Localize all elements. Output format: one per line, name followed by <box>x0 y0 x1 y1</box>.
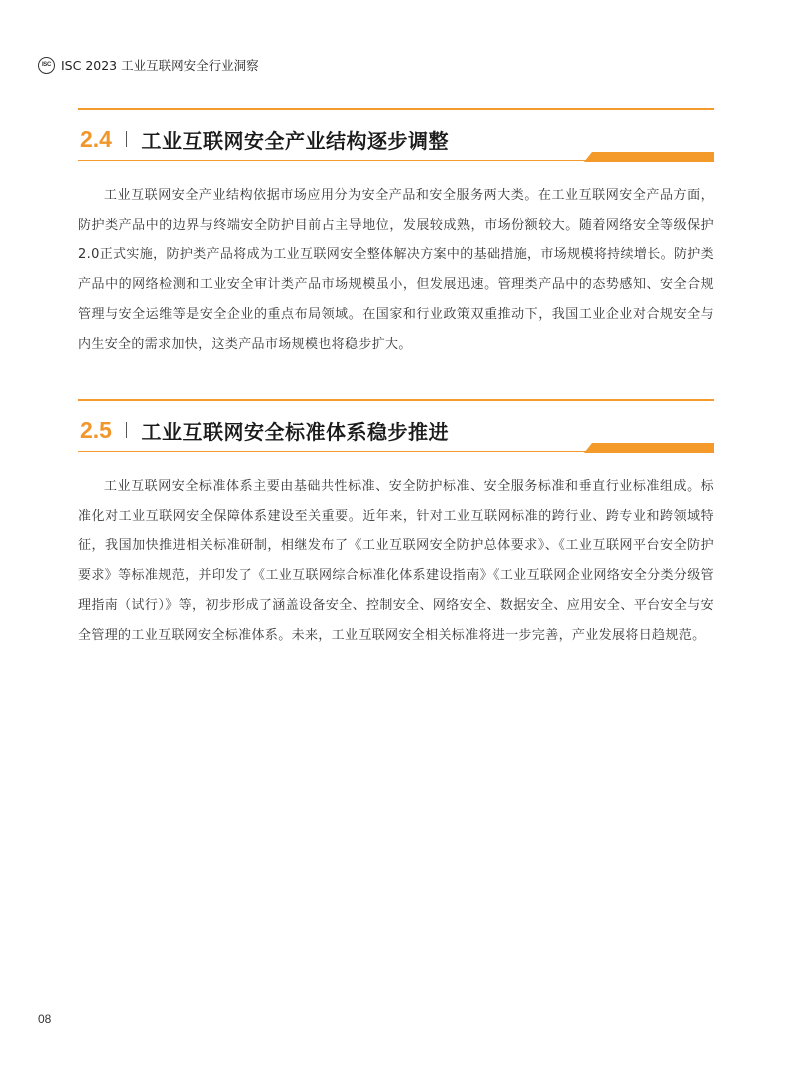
header-title: ISC 2023 工业互联网安全行业洞察 <box>61 58 259 73</box>
section-divider <box>126 131 128 147</box>
section-paragraph: 工业互联网安全标准体系主要由基础共性标准、安全防护标准、安全服务标准和垂直行业标准组成。标准化对工业互联网安全保障体系建设至关重要。近年来，针对工业互联网标准的跨行业、跨专业和跨领域特征，我国加快推进相关标准研制，相继发布了《工业互联网安全防护总体要求》、《工业互联网平台安全防护要求》等标准规范，并印发了《工业互联网综合标准化体系建设指南》《工业互联网企业网络安全分类分级管理指南（试行）》等，初步形成了涵盖设备安全、控制安全、网络安全、数据安全、应用安全、平台安全与安全管理的工业互联网安全标准体系。未来，工业互联网安全相关标准将进一步完善，产业发展将日趋规范。 <box>78 479 714 643</box>
section-divider <box>126 422 128 438</box>
section-top-rule <box>78 399 714 401</box>
section-title: 工业互联网安全产业结构逐步调整 <box>141 128 449 153</box>
section-heading <box>80 124 449 154</box>
section-heading <box>80 415 449 445</box>
page-header <box>38 56 259 74</box>
section-top-rule <box>78 108 714 110</box>
section-number: 2.4 <box>80 125 112 152</box>
page-number: 08 <box>38 1012 52 1026</box>
isc-logo: ISC <box>38 57 55 74</box>
section-title: 工业互联网安全标准体系稳步推进 <box>141 419 449 444</box>
section-number: 2.5 <box>80 416 112 443</box>
section-paragraph: 工业互联网安全产业结构依据市场应用分为安全产品和安全服务两大类。在工业互联网安全产品方面，防护类产品中的边界与终端安全防护目前占主导地位，发展较成熟，市场份额较大。随着网络安全等级保护2.0正式实施，防护类产品将成为工业互联网安全整体解决方案中的基础措施，市场规模将持续增长。防护类产品中的网络检测和工业安全审计类产品市场规模虽小，但发展迅速。管理类产品中的态势感知、安全合规管理与安全运维等是安全企业的重点布局领域。在国家和行业政策双重推动下，我国工业企业对合规安全与内生安全的需求加快，这类产品市场规模也将稳步扩大。 <box>78 188 714 352</box>
